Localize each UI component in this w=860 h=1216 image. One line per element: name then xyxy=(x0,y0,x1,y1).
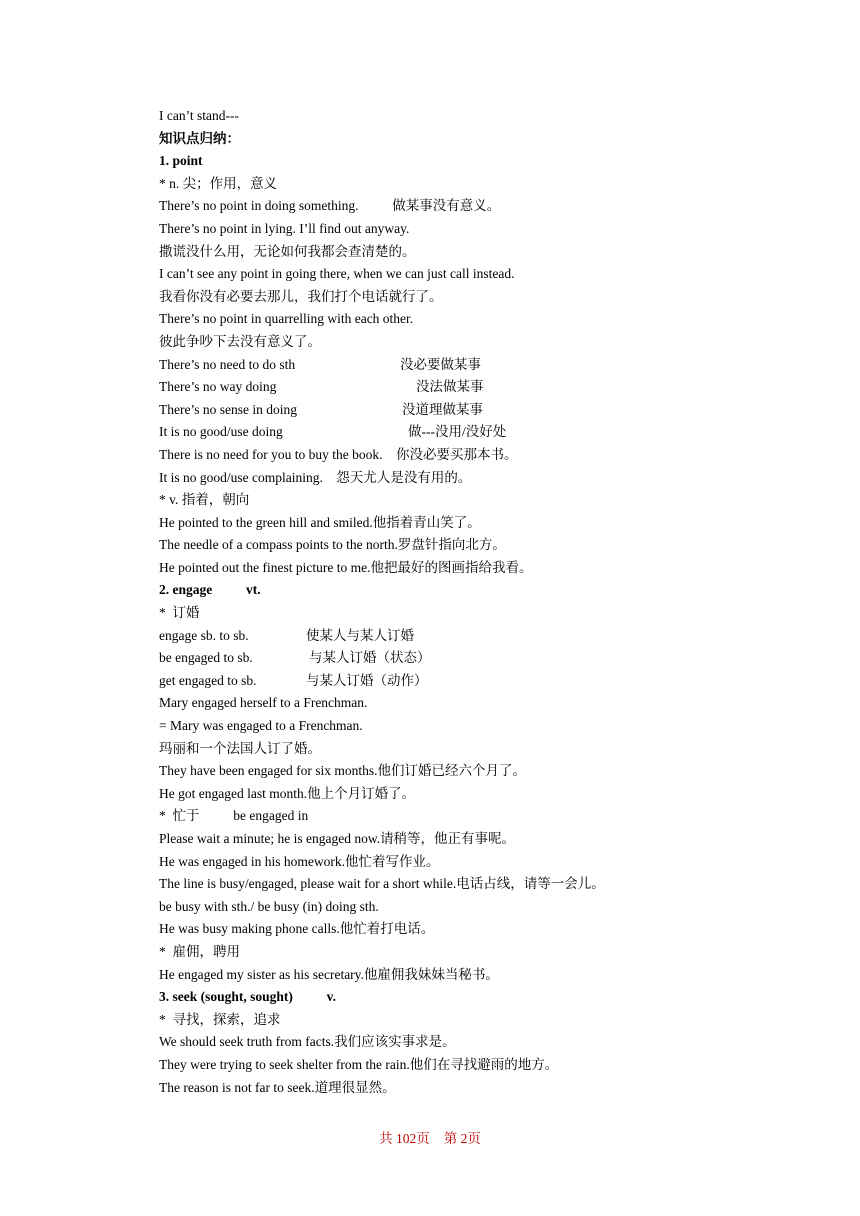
phrase-chinese: 没道理做某事 xyxy=(402,401,483,417)
phrase-row xyxy=(159,399,819,422)
text-line: The needle of a compass points to the north.罗盘针指向北方。 xyxy=(159,537,506,553)
text-line: He pointed to the green hill and smiled.他指着青山笑了。 xyxy=(159,514,481,530)
text-line: 彼此争吵下去没有意义了。 xyxy=(159,333,321,349)
phrase-english: engage sb. to sb. xyxy=(159,627,249,643)
text-line: 撒谎没什么用，无论如何我都会查清楚的。 xyxy=(159,243,416,259)
text-line: There’s no point in quarrelling with each other. xyxy=(159,311,414,327)
total-pages: 共 102页 xyxy=(379,1131,430,1146)
section-heading: 知识点归纳： xyxy=(159,130,240,146)
section-heading: 2. engage vt. xyxy=(159,582,261,598)
text-line: * 订婚 xyxy=(159,605,200,621)
text-line: It is no good/use complaining. 怨天尤人是没有用的。 xyxy=(159,469,472,485)
text-line: He was busy making phone calls.他忙着打电话。 xyxy=(159,921,435,937)
phrase-chinese: 使某人与某人订婚 xyxy=(306,627,414,643)
text-line: * 雇佣，聘用 xyxy=(159,943,240,959)
text-line: * 忙于 be engaged in xyxy=(159,808,309,824)
text-line: They were trying to seek shelter from the rain.他们在寻找避雨的地方。 xyxy=(159,1056,559,1072)
text-line: We should seek truth from facts.我们应该实事求是。 xyxy=(159,1034,456,1050)
phrase-row xyxy=(159,376,819,399)
text-line: There’s no point in lying. I’ll find out anyway. xyxy=(159,220,410,236)
document-body xyxy=(159,105,819,1099)
text-line: There’s no point in doing something. 做某事没有意义。 xyxy=(159,198,501,214)
phrase-row xyxy=(159,354,819,377)
text-line: 我看你没有必要去那儿，我们打个电话就行了。 xyxy=(159,288,443,304)
text-line: They have been engaged for six months.他们订婚已经六个月了。 xyxy=(159,763,527,779)
current-page: 第 2页 xyxy=(443,1131,481,1146)
phrase-row xyxy=(159,670,819,693)
phrase-english: There’s no way doing xyxy=(159,379,277,395)
text-line: He was engaged in his homework.他忙着写作业。 xyxy=(159,853,440,869)
text-line: The line is busy/engaged, please wait for a short while.电话占线，请等一会儿。 xyxy=(159,876,605,892)
phrase-english: get engaged to sb. xyxy=(159,672,257,688)
phrase-row xyxy=(159,421,819,444)
phrase-chinese: 与某人订婚（状态） xyxy=(309,650,431,666)
text-line: He pointed out the finest picture to me.他把最好的图画指给我看。 xyxy=(159,559,533,575)
text-line: Mary engaged herself to a Frenchman. xyxy=(159,695,368,711)
text-line: = Mary was engaged to a Frenchman. xyxy=(159,718,363,734)
text-line: I can’t stand--- xyxy=(159,108,239,123)
text-line: He engaged my sister as his secretary.他雇佣我妹妹当秘书。 xyxy=(159,966,499,982)
text-line: He got engaged last month.他上个月订婚了。 xyxy=(159,785,416,801)
text-line: be busy with sth./ be busy (in) doing sth. xyxy=(159,898,379,914)
phrase-english: There’s no need to do sth xyxy=(159,356,296,372)
phrase-row xyxy=(159,647,819,670)
section-heading: 1. point xyxy=(159,153,203,169)
text-line: * v. 指着，朝向 xyxy=(159,492,250,508)
text-line: I can’t see any point in going there, when we can just call instead. xyxy=(159,266,515,282)
phrase-chinese: 与某人订婚（动作） xyxy=(306,672,428,688)
text-line: Please wait a minute; he is engaged now.请稍等，他正有事呢。 xyxy=(159,831,516,846)
text-line: 玛丽和一个法国人订了婚。 xyxy=(159,740,321,756)
phrase-row xyxy=(159,625,819,648)
phrase-chinese: 没必要做某事 xyxy=(400,356,481,372)
text-line: * 寻找，探索，追求 xyxy=(159,1011,281,1027)
phrase-english: It is no good/use doing xyxy=(159,424,283,440)
text-line: There is no need for you to buy the book. 你没必要买那本书。 xyxy=(159,446,518,462)
phrase-english: be engaged to sb. xyxy=(159,650,253,666)
phrase-chinese: 没法做某事 xyxy=(416,379,484,395)
text-line: The reason is not far to seek.道理很显然。 xyxy=(159,1079,396,1095)
text-line: * n. 尖；作用，意义 xyxy=(159,175,278,191)
phrase-chinese: 做---没用/没好处 xyxy=(408,424,507,440)
section-heading: 3. seek (sought, sought) v. xyxy=(159,989,337,1005)
page-footer xyxy=(0,1127,860,1147)
phrase-english: There’s no sense in doing xyxy=(159,401,297,417)
